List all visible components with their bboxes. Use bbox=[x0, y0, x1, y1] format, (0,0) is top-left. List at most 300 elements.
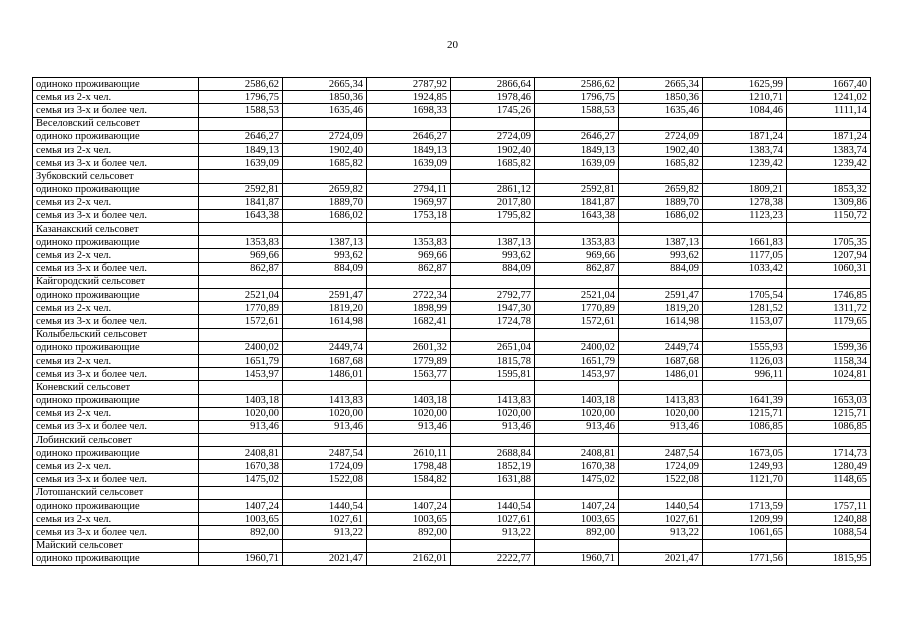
empty-cell bbox=[703, 486, 787, 499]
empty-cell bbox=[787, 223, 871, 236]
section-title: Лотошанский сельсовет bbox=[33, 486, 199, 499]
empty-cell bbox=[451, 381, 535, 394]
section-header-row bbox=[33, 328, 871, 341]
value-cell: 2724,09 bbox=[283, 130, 367, 143]
empty-cell bbox=[367, 328, 451, 341]
value-cell: 2586,62 bbox=[535, 78, 619, 91]
value-cell: 1088,54 bbox=[787, 526, 871, 539]
empty-cell bbox=[451, 539, 535, 552]
empty-cell bbox=[703, 170, 787, 183]
value-cell: 1685,82 bbox=[451, 157, 535, 170]
value-cell: 1779,89 bbox=[367, 354, 451, 367]
value-cell: 2021,47 bbox=[619, 552, 703, 565]
value-cell: 1889,70 bbox=[619, 196, 703, 209]
value-cell: 1670,38 bbox=[199, 460, 283, 473]
value-cell: 1084,46 bbox=[703, 104, 787, 117]
empty-cell bbox=[199, 539, 283, 552]
table-row bbox=[33, 262, 871, 275]
value-cell: 1614,98 bbox=[619, 315, 703, 328]
value-cell: 1770,89 bbox=[535, 302, 619, 315]
empty-cell bbox=[535, 539, 619, 552]
value-cell: 1024,81 bbox=[787, 368, 871, 381]
value-cell: 2592,81 bbox=[199, 183, 283, 196]
empty-cell bbox=[283, 434, 367, 447]
empty-cell bbox=[619, 223, 703, 236]
value-cell: 1309,86 bbox=[787, 196, 871, 209]
value-cell: 1353,83 bbox=[535, 236, 619, 249]
value-cell: 1123,23 bbox=[703, 209, 787, 222]
table-row bbox=[33, 289, 871, 302]
value-cell: 1060,31 bbox=[787, 262, 871, 275]
value-cell: 2487,54 bbox=[283, 447, 367, 460]
empty-cell bbox=[703, 539, 787, 552]
value-cell: 913,22 bbox=[619, 526, 703, 539]
value-cell: 2646,27 bbox=[535, 130, 619, 143]
value-cell: 1724,09 bbox=[619, 460, 703, 473]
value-cell: 2601,32 bbox=[367, 341, 451, 354]
empty-cell bbox=[367, 223, 451, 236]
empty-cell bbox=[703, 434, 787, 447]
value-cell: 2794,11 bbox=[367, 183, 451, 196]
value-cell: 2222,77 bbox=[451, 552, 535, 565]
value-cell: 1643,38 bbox=[535, 209, 619, 222]
value-cell: 2408,81 bbox=[535, 447, 619, 460]
value-cell: 1215,71 bbox=[703, 407, 787, 420]
table-row bbox=[33, 513, 871, 526]
empty-cell bbox=[619, 328, 703, 341]
value-cell: 1698,33 bbox=[367, 104, 451, 117]
value-cell: 1241,02 bbox=[787, 91, 871, 104]
value-cell: 1641,39 bbox=[703, 394, 787, 407]
value-cell: 892,00 bbox=[535, 526, 619, 539]
value-cell: 862,87 bbox=[367, 262, 451, 275]
table-row bbox=[33, 420, 871, 433]
value-cell: 2400,02 bbox=[199, 341, 283, 354]
value-cell: 1486,01 bbox=[619, 368, 703, 381]
value-cell: 1177,05 bbox=[703, 249, 787, 262]
empty-cell bbox=[367, 170, 451, 183]
value-cell: 1639,09 bbox=[535, 157, 619, 170]
section-header-row bbox=[33, 170, 871, 183]
value-cell: 1871,24 bbox=[703, 130, 787, 143]
value-cell: 1239,42 bbox=[787, 157, 871, 170]
value-cell: 1563,77 bbox=[367, 368, 451, 381]
value-cell: 1240,88 bbox=[787, 513, 871, 526]
table-row bbox=[33, 104, 871, 117]
empty-cell bbox=[787, 381, 871, 394]
section-header-row bbox=[33, 434, 871, 447]
section-title: Коневский сельсовет bbox=[33, 381, 199, 394]
row-label: семья из 3-х и более чел. bbox=[33, 420, 199, 433]
empty-cell bbox=[451, 275, 535, 288]
value-cell: 1413,83 bbox=[283, 394, 367, 407]
value-cell: 1086,85 bbox=[703, 420, 787, 433]
empty-cell bbox=[451, 328, 535, 341]
value-cell: 913,46 bbox=[283, 420, 367, 433]
table-row bbox=[33, 143, 871, 156]
value-cell: 2787,92 bbox=[367, 78, 451, 91]
table-row bbox=[33, 236, 871, 249]
value-cell: 1111,14 bbox=[787, 104, 871, 117]
empty-cell bbox=[283, 117, 367, 130]
empty-cell bbox=[535, 486, 619, 499]
value-cell: 2724,09 bbox=[451, 130, 535, 143]
value-cell: 2861,12 bbox=[451, 183, 535, 196]
row-label: одиноко проживающие bbox=[33, 341, 199, 354]
value-cell: 1771,56 bbox=[703, 552, 787, 565]
table-row bbox=[33, 341, 871, 354]
row-label: семья из 3-х и более чел. bbox=[33, 262, 199, 275]
row-label: одиноко проживающие bbox=[33, 130, 199, 143]
value-cell: 1687,68 bbox=[283, 354, 367, 367]
value-cell: 1705,54 bbox=[703, 289, 787, 302]
empty-cell bbox=[367, 434, 451, 447]
empty-cell bbox=[367, 486, 451, 499]
row-label: одиноко проживающие bbox=[33, 183, 199, 196]
value-cell: 1714,73 bbox=[787, 447, 871, 460]
value-cell: 2017,80 bbox=[451, 196, 535, 209]
value-cell: 1902,40 bbox=[283, 143, 367, 156]
value-cell: 1440,54 bbox=[619, 500, 703, 513]
empty-cell bbox=[535, 117, 619, 130]
row-label: одиноко проживающие bbox=[33, 236, 199, 249]
empty-cell bbox=[619, 434, 703, 447]
value-cell: 1625,99 bbox=[703, 78, 787, 91]
empty-cell bbox=[283, 275, 367, 288]
value-cell: 884,09 bbox=[283, 262, 367, 275]
empty-cell bbox=[451, 486, 535, 499]
section-title: Колыбельский сельсовет bbox=[33, 328, 199, 341]
value-cell: 993,62 bbox=[283, 249, 367, 262]
value-cell: 1798,48 bbox=[367, 460, 451, 473]
value-cell: 2866,64 bbox=[451, 78, 535, 91]
value-cell: 1902,40 bbox=[451, 143, 535, 156]
section-header-row bbox=[33, 539, 871, 552]
value-cell: 1757,11 bbox=[787, 500, 871, 513]
section-title: Веселовский сельсовет bbox=[33, 117, 199, 130]
value-cell: 993,62 bbox=[619, 249, 703, 262]
empty-cell bbox=[619, 486, 703, 499]
value-cell: 1819,20 bbox=[619, 302, 703, 315]
table-row bbox=[33, 473, 871, 486]
value-cell: 2521,04 bbox=[199, 289, 283, 302]
value-cell: 969,66 bbox=[199, 249, 283, 262]
value-cell: 1753,18 bbox=[367, 209, 451, 222]
value-cell: 2162,01 bbox=[367, 552, 451, 565]
value-cell: 1158,34 bbox=[787, 354, 871, 367]
value-cell: 1003,65 bbox=[367, 513, 451, 526]
value-cell: 1281,52 bbox=[703, 302, 787, 315]
row-label: семья из 2-х чел. bbox=[33, 460, 199, 473]
value-cell: 1353,83 bbox=[199, 236, 283, 249]
value-cell: 2665,34 bbox=[283, 78, 367, 91]
value-cell: 1209,99 bbox=[703, 513, 787, 526]
value-cell: 1086,85 bbox=[787, 420, 871, 433]
value-cell: 1020,00 bbox=[535, 407, 619, 420]
value-cell: 1403,18 bbox=[367, 394, 451, 407]
table-row bbox=[33, 354, 871, 367]
value-cell: 1020,00 bbox=[283, 407, 367, 420]
value-cell: 1809,21 bbox=[703, 183, 787, 196]
value-cell: 1033,42 bbox=[703, 262, 787, 275]
empty-cell bbox=[619, 539, 703, 552]
value-cell: 2408,81 bbox=[199, 447, 283, 460]
empty-cell bbox=[619, 170, 703, 183]
value-cell: 1898,99 bbox=[367, 302, 451, 315]
value-cell: 1902,40 bbox=[619, 143, 703, 156]
value-cell: 1207,94 bbox=[787, 249, 871, 262]
value-cell: 1215,71 bbox=[787, 407, 871, 420]
row-label: семья из 3-х и более чел. bbox=[33, 368, 199, 381]
empty-cell bbox=[199, 381, 283, 394]
section-title: Кайгородский сельсовет bbox=[33, 275, 199, 288]
value-cell: 1280,49 bbox=[787, 460, 871, 473]
value-cell: 862,87 bbox=[199, 262, 283, 275]
value-cell: 2659,82 bbox=[283, 183, 367, 196]
value-cell: 1685,82 bbox=[283, 157, 367, 170]
section-header-row bbox=[33, 381, 871, 394]
table-row bbox=[33, 500, 871, 513]
value-cell: 1413,83 bbox=[451, 394, 535, 407]
empty-cell bbox=[451, 223, 535, 236]
row-label: семья из 3-х и более чел. bbox=[33, 526, 199, 539]
value-cell: 1614,98 bbox=[283, 315, 367, 328]
value-cell: 1852,19 bbox=[451, 460, 535, 473]
empty-cell bbox=[283, 381, 367, 394]
value-cell: 2591,47 bbox=[283, 289, 367, 302]
value-cell: 1588,53 bbox=[199, 104, 283, 117]
value-cell: 1635,46 bbox=[619, 104, 703, 117]
value-cell: 1311,72 bbox=[787, 302, 871, 315]
table-row bbox=[33, 394, 871, 407]
empty-cell bbox=[703, 275, 787, 288]
empty-cell bbox=[199, 328, 283, 341]
value-cell: 1795,82 bbox=[451, 209, 535, 222]
value-cell: 1126,03 bbox=[703, 354, 787, 367]
value-cell: 2646,27 bbox=[199, 130, 283, 143]
value-cell: 1686,02 bbox=[283, 209, 367, 222]
value-cell: 1871,24 bbox=[787, 130, 871, 143]
value-cell: 913,46 bbox=[619, 420, 703, 433]
empty-cell bbox=[199, 486, 283, 499]
value-cell: 2021,47 bbox=[283, 552, 367, 565]
table-row bbox=[33, 407, 871, 420]
row-label: семья из 2-х чел. bbox=[33, 249, 199, 262]
empty-cell bbox=[535, 223, 619, 236]
value-cell: 1631,88 bbox=[451, 473, 535, 486]
value-cell: 2610,11 bbox=[367, 447, 451, 460]
table-row bbox=[33, 183, 871, 196]
value-cell: 913,22 bbox=[283, 526, 367, 539]
value-cell: 1020,00 bbox=[367, 407, 451, 420]
value-cell: 1670,38 bbox=[535, 460, 619, 473]
empty-cell bbox=[451, 434, 535, 447]
section-title: Лобинский сельсовет bbox=[33, 434, 199, 447]
value-cell: 2449,74 bbox=[619, 341, 703, 354]
value-cell: 1960,71 bbox=[535, 552, 619, 565]
value-cell: 884,09 bbox=[619, 262, 703, 275]
value-cell: 1020,00 bbox=[199, 407, 283, 420]
value-cell: 2591,47 bbox=[619, 289, 703, 302]
row-label: семья из 3-х и более чел. bbox=[33, 473, 199, 486]
value-cell: 1572,61 bbox=[535, 315, 619, 328]
table-body bbox=[33, 78, 871, 566]
value-cell: 2688,84 bbox=[451, 447, 535, 460]
empty-cell bbox=[283, 170, 367, 183]
value-cell: 1239,42 bbox=[703, 157, 787, 170]
value-cell: 1969,97 bbox=[367, 196, 451, 209]
empty-cell bbox=[199, 275, 283, 288]
value-cell: 1796,75 bbox=[199, 91, 283, 104]
tariff-table bbox=[32, 77, 871, 566]
row-label: семья из 2-х чел. bbox=[33, 354, 199, 367]
value-cell: 1486,01 bbox=[283, 368, 367, 381]
value-cell: 2449,74 bbox=[283, 341, 367, 354]
value-cell: 913,46 bbox=[535, 420, 619, 433]
value-cell: 1947,30 bbox=[451, 302, 535, 315]
value-cell: 1383,74 bbox=[787, 143, 871, 156]
value-cell: 1849,13 bbox=[535, 143, 619, 156]
value-cell: 2487,54 bbox=[619, 447, 703, 460]
value-cell: 1651,79 bbox=[535, 354, 619, 367]
value-cell: 1746,85 bbox=[787, 289, 871, 302]
value-cell: 1724,78 bbox=[451, 315, 535, 328]
value-cell: 2586,62 bbox=[199, 78, 283, 91]
row-label: одиноко проживающие bbox=[33, 447, 199, 460]
value-cell: 1475,02 bbox=[535, 473, 619, 486]
value-cell: 1387,13 bbox=[619, 236, 703, 249]
table-row bbox=[33, 315, 871, 328]
empty-cell bbox=[535, 275, 619, 288]
value-cell: 2646,27 bbox=[367, 130, 451, 143]
value-cell: 2592,81 bbox=[535, 183, 619, 196]
table-row bbox=[33, 552, 871, 565]
empty-cell bbox=[367, 381, 451, 394]
table-row bbox=[33, 302, 871, 315]
section-header-row bbox=[33, 486, 871, 499]
section-title: Зубковский сельсовет bbox=[33, 170, 199, 183]
value-cell: 862,87 bbox=[535, 262, 619, 275]
value-cell: 1003,65 bbox=[535, 513, 619, 526]
empty-cell bbox=[787, 539, 871, 552]
value-cell: 1635,46 bbox=[283, 104, 367, 117]
value-cell: 993,62 bbox=[451, 249, 535, 262]
value-cell: 892,00 bbox=[367, 526, 451, 539]
value-cell: 913,46 bbox=[451, 420, 535, 433]
value-cell: 1588,53 bbox=[535, 104, 619, 117]
value-cell: 2659,82 bbox=[619, 183, 703, 196]
empty-cell bbox=[367, 539, 451, 552]
row-label: семья из 3-х и более чел. bbox=[33, 157, 199, 170]
value-cell: 1651,79 bbox=[199, 354, 283, 367]
section-title: Казанакский сельсовет bbox=[33, 223, 199, 236]
value-cell: 1850,36 bbox=[619, 91, 703, 104]
value-cell: 1403,18 bbox=[199, 394, 283, 407]
value-cell: 1453,97 bbox=[199, 368, 283, 381]
empty-cell bbox=[619, 275, 703, 288]
value-cell: 2651,04 bbox=[451, 341, 535, 354]
value-cell: 1978,46 bbox=[451, 91, 535, 104]
value-cell: 1745,26 bbox=[451, 104, 535, 117]
empty-cell bbox=[283, 223, 367, 236]
row-label: семья из 3-х и более чел. bbox=[33, 209, 199, 222]
value-cell: 1889,70 bbox=[283, 196, 367, 209]
value-cell: 1387,13 bbox=[283, 236, 367, 249]
value-cell: 1179,65 bbox=[787, 315, 871, 328]
value-cell: 1673,05 bbox=[703, 447, 787, 460]
empty-cell bbox=[535, 170, 619, 183]
value-cell: 1643,38 bbox=[199, 209, 283, 222]
value-cell: 1687,68 bbox=[619, 354, 703, 367]
empty-cell bbox=[283, 328, 367, 341]
value-cell: 1453,97 bbox=[535, 368, 619, 381]
section-header-row bbox=[33, 117, 871, 130]
table-row bbox=[33, 526, 871, 539]
value-cell: 1924,85 bbox=[367, 91, 451, 104]
value-cell: 1387,13 bbox=[451, 236, 535, 249]
value-cell: 1770,89 bbox=[199, 302, 283, 315]
value-cell: 1639,09 bbox=[199, 157, 283, 170]
empty-cell bbox=[535, 434, 619, 447]
table-row bbox=[33, 196, 871, 209]
value-cell: 2521,04 bbox=[535, 289, 619, 302]
value-cell: 1020,00 bbox=[619, 407, 703, 420]
value-cell: 1713,59 bbox=[703, 500, 787, 513]
table-row bbox=[33, 130, 871, 143]
value-cell: 1584,82 bbox=[367, 473, 451, 486]
value-cell: 1682,41 bbox=[367, 315, 451, 328]
value-cell: 2665,34 bbox=[619, 78, 703, 91]
value-cell: 1667,40 bbox=[787, 78, 871, 91]
value-cell: 1353,83 bbox=[367, 236, 451, 249]
value-cell: 1003,65 bbox=[199, 513, 283, 526]
row-label: одиноко проживающие bbox=[33, 78, 199, 91]
section-header-row bbox=[33, 223, 871, 236]
value-cell: 913,46 bbox=[199, 420, 283, 433]
empty-cell bbox=[283, 539, 367, 552]
value-cell: 1819,20 bbox=[283, 302, 367, 315]
row-label: семья из 2-х чел. bbox=[33, 143, 199, 156]
value-cell: 969,66 bbox=[535, 249, 619, 262]
empty-cell bbox=[535, 381, 619, 394]
value-cell: 913,46 bbox=[367, 420, 451, 433]
value-cell: 1853,32 bbox=[787, 183, 871, 196]
row-label: одиноко проживающие bbox=[33, 552, 199, 565]
row-label: семья из 2-х чел. bbox=[33, 407, 199, 420]
row-label: семья из 2-х чел. bbox=[33, 196, 199, 209]
table-row bbox=[33, 157, 871, 170]
value-cell: 1249,93 bbox=[703, 460, 787, 473]
empty-cell bbox=[367, 117, 451, 130]
value-cell: 1685,82 bbox=[619, 157, 703, 170]
value-cell: 1027,61 bbox=[451, 513, 535, 526]
value-cell: 1849,13 bbox=[367, 143, 451, 156]
row-label: одиноко проживающие bbox=[33, 394, 199, 407]
row-label: семья из 3-х и более чел. bbox=[33, 315, 199, 328]
value-cell: 1639,09 bbox=[367, 157, 451, 170]
empty-cell bbox=[787, 434, 871, 447]
value-cell: 2792,77 bbox=[451, 289, 535, 302]
value-cell: 1027,61 bbox=[619, 513, 703, 526]
value-cell: 969,66 bbox=[367, 249, 451, 262]
value-cell: 1724,09 bbox=[283, 460, 367, 473]
value-cell: 1653,03 bbox=[787, 394, 871, 407]
row-label: одиноко проживающие bbox=[33, 289, 199, 302]
empty-cell bbox=[787, 328, 871, 341]
value-cell: 1572,61 bbox=[199, 315, 283, 328]
value-cell: 1020,00 bbox=[451, 407, 535, 420]
empty-cell bbox=[199, 117, 283, 130]
